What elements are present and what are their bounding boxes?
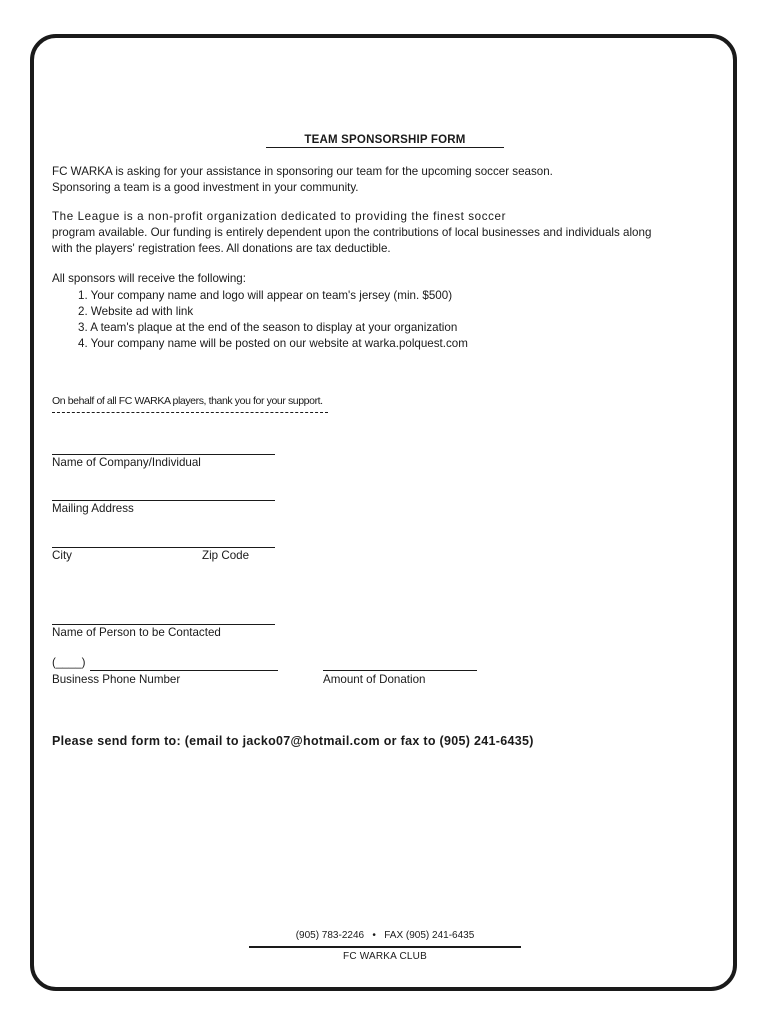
- footer-contact: (905) 783-2246 • FAX (905) 241-6435: [295, 930, 475, 941]
- address-label: Mailing Address: [52, 502, 134, 515]
- form-title: TEAM SPONSORSHIP FORM: [266, 134, 503, 148]
- intro-line: FC WARKA is asking for your assistance in sponsoring our team for the upcoming soccer season.: [52, 165, 553, 178]
- phone-label: Business Phone Number: [52, 673, 181, 686]
- footer-rule: [249, 946, 521, 948]
- send-instructions: Please send form to: (email to jacko07@hotmail.com or fax to (905) 241-6435): [52, 734, 534, 748]
- thanks-text: On behalf of all FC WARKA players, thank you for your support.: [52, 395, 323, 407]
- phone-input-line[interactable]: [90, 670, 278, 671]
- benefit-item: 3. A team's plaque at the end of the season to display at your organization: [78, 321, 458, 334]
- benefits-intro: All sponsors will receive the following:: [52, 272, 246, 285]
- donation-label: Amount of Donation: [323, 673, 426, 686]
- company-label: Name of Company/Individual: [52, 456, 201, 469]
- league-paragraph: [52, 209, 722, 258]
- benefits-list: [78, 288, 698, 352]
- dashed-divider: [52, 412, 328, 413]
- intro-line: Sponsoring a team is a good investment in your community.: [52, 181, 359, 195]
- zip-label: Zip Code: [202, 549, 250, 562]
- league-line: The League is a non-profit organization dedicated to providing the finest soccer: [52, 210, 507, 223]
- address-input-line[interactable]: [52, 500, 275, 501]
- city-zip-input-line[interactable]: [52, 547, 275, 548]
- company-input-line[interactable]: [52, 454, 275, 455]
- league-line: with the players' registration fees. All donations are tax deductible.: [52, 242, 391, 256]
- intro-paragraph: [52, 164, 722, 196]
- benefit-item: 4. Your company name will be posted on our website at warka.polquest.com: [78, 337, 468, 350]
- contact-input-line[interactable]: [52, 624, 275, 625]
- donation-input-line[interactable]: [323, 670, 477, 671]
- benefit-item: 2. Website ad with link: [78, 305, 194, 318]
- phone-area-code: (____): [52, 656, 86, 669]
- footer-club: FC WARKA CLUB: [343, 951, 427, 962]
- form-title-row: [0, 130, 770, 148]
- benefit-item: 1. Your company name and logo will appear on team's jersey (min. $500): [78, 289, 453, 302]
- city-label: City: [52, 549, 72, 562]
- contact-label: Name of Person to be Contacted: [52, 626, 221, 639]
- league-line: program available. Our funding is entirely dependent upon the contributions of local businesses and individuals along: [52, 226, 652, 240]
